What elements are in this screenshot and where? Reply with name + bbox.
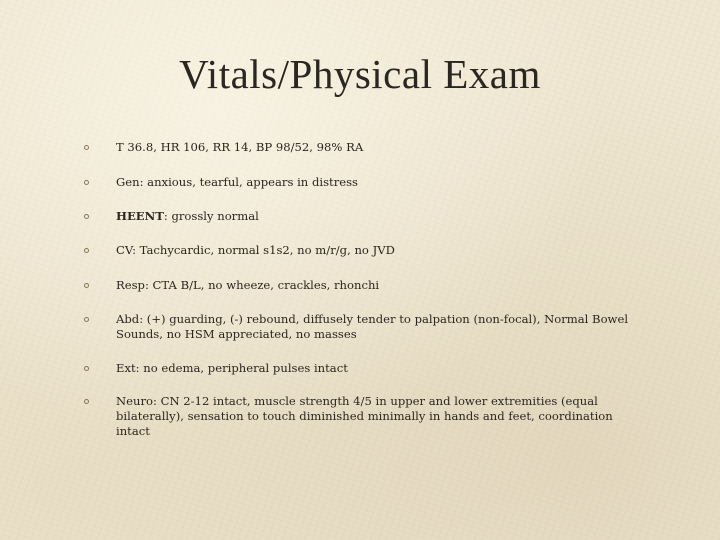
bullet-text [116,209,636,224]
bullet-circle-icon [84,248,89,253]
bullet-label-bold: HEENT [116,209,164,223]
bullet-circle-icon [84,214,89,219]
bullet-text: Resp: CTA B/L, no wheeze, crackles, rhonchi [116,278,380,292]
bullet-text: T 36.8, HR 106, RR 14, BP 98/52, 98% RA [116,140,364,154]
bullet-text: CV: Tachycardic, normal s1s2, no m/r/g, no JVD [116,243,395,257]
bullet-text: Abd: (+) guarding, (-) rebound, diffusely tender to palpation (non-focal), Normal Bowel Sounds, no HSM appreciated, no masses [116,312,629,341]
bullet-circle-icon [84,399,89,404]
bullet-circle-icon [84,145,89,150]
bullet-circle-icon [84,180,89,185]
bullet-circle-icon [84,366,89,371]
bullet-circle-icon [84,317,89,322]
slide-title: Vitals/Physical Exam [179,51,541,97]
bullet-circle-icon [84,283,89,288]
bullet-text: Gen: anxious, tearful, appears in distress [116,175,358,189]
bullet-text: Neuro: CN 2-12 intact, muscle strength 4/5 in upper and lower extremities (equal bilaterally), sensation to touch diminished minimally in hands and feet, coordination intact [116,394,613,438]
bullet-text-rest: : grossly normal [163,209,259,223]
bullet-text: Ext: no edema, peripheral pulses intact [116,361,348,375]
